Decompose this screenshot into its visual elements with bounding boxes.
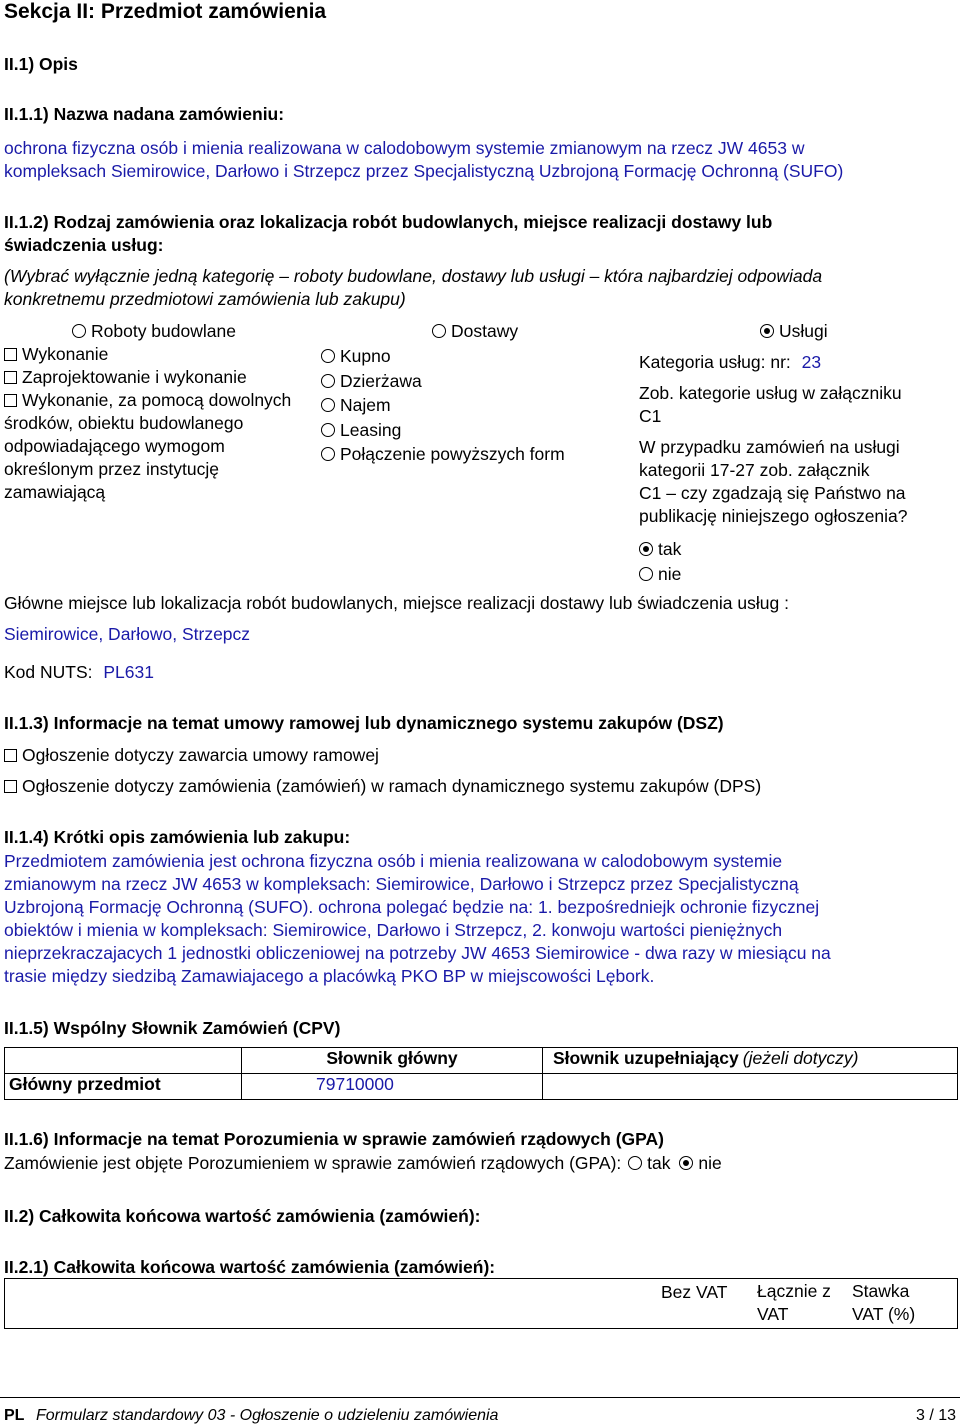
cpv-supp-header	[543, 1048, 958, 1074]
option-label: Połączenie powyższych form	[340, 444, 565, 464]
supplies-option[interactable]	[321, 369, 565, 394]
cpv-row-label: Główny przedmiot	[5, 1074, 242, 1100]
option-continuation: określonym przez instytucję	[4, 459, 219, 479]
footer-page-number: 3 / 13	[915, 1407, 956, 1424]
question-line: kategorii 17-27 zob. załącznik	[639, 460, 870, 480]
col-line: Łącznie z	[757, 1281, 831, 1301]
location-label: Główne miejsce lub lokalizacja robót budowlanych, miejsce realizacji dostawy lub świadczenia usług :	[4, 593, 789, 613]
contract-name-line: ochrona fizyczna osób i mienia realizowana w calodobowym systemie zmianowym na rzecz JW 4653 w	[4, 138, 805, 158]
annex-line: Zob. kategorie usług w załączniku	[639, 383, 902, 403]
contract-name	[4, 137, 843, 183]
radio-empty-icon	[432, 324, 446, 338]
publication-answer	[639, 537, 681, 586]
question-line: C1 – czy zgadzają się Państwo na	[639, 483, 906, 503]
heading-ii-1-2	[4, 211, 772, 257]
radio-publication-yes[interactable]	[639, 537, 681, 562]
publication-question	[639, 436, 908, 528]
radio-empty-icon	[628, 1156, 642, 1170]
supplies-option[interactable]	[321, 442, 565, 467]
radio-services[interactable]	[760, 321, 828, 342]
checkbox-icon	[4, 348, 17, 361]
radio-selected-icon	[679, 1156, 693, 1170]
short-description	[4, 850, 831, 988]
works-option[interactable]	[4, 366, 291, 389]
description-line: Przedmiotem zamówienia jest ochrona fizyczna osób i mienia realizowana w calodobowym systemie	[4, 851, 783, 871]
radio-label: tak	[658, 539, 682, 559]
option-label: Zaprojektowanie i wykonanie	[22, 367, 247, 387]
question-line: publikację niniejszego ogłoszenia?	[639, 506, 908, 526]
heading-line: świadczenia usług:	[4, 235, 164, 255]
value-col-net: Bez VAT	[661, 1282, 728, 1302]
option-label: Najem	[340, 395, 391, 415]
option-continuation: zamawiającą	[4, 482, 106, 502]
gpa-row	[4, 1153, 722, 1174]
radio-label: Usługi	[779, 321, 828, 341]
note-line: (Wybrać wyłącznie jedną kategorię – roboty budowlane, dostawy lub usługi – która najbardziej odpowiada	[4, 266, 823, 286]
radio-label: tak	[647, 1153, 671, 1173]
cpv-row-supp	[543, 1074, 958, 1100]
checkbox-icon	[4, 749, 17, 762]
heading-ii-2-1: II.2.1) Całkowita końcowa wartość zamówienia (zamówień):	[4, 1257, 496, 1277]
checkbox-icon	[4, 780, 17, 793]
annex-note	[639, 382, 902, 428]
radio-empty-icon	[321, 423, 335, 437]
heading-ii-1-1: II.1.1) Nazwa nadana zamówieniu:	[4, 104, 285, 124]
works-option[interactable]	[4, 389, 291, 412]
framework-option[interactable]	[4, 745, 379, 766]
heading-ii-1-5: II.1.5) Wspólny Słownik Zamówień (CPV)	[4, 1018, 341, 1038]
value-col-vat-rate	[852, 1280, 915, 1326]
supplies-option[interactable]	[321, 418, 565, 443]
option-label: Ogłoszenie dotyczy zawarcia umowy ramowej	[22, 745, 379, 765]
heading-ii-1-6: II.1.6) Informacje na temat Porozumienia w sprawie zamówień rządowych (GPA)	[4, 1129, 664, 1149]
nuts-value: PL631	[103, 662, 154, 682]
cpv-empty-header	[5, 1048, 242, 1074]
gpa-text: Zamówienie jest objęte Porozumieniem w sprawie zamówień rządowych (GPA):	[4, 1153, 622, 1173]
value-col-gross	[757, 1280, 831, 1326]
radio-publication-no[interactable]	[639, 562, 681, 587]
annex-line: C1	[639, 406, 662, 426]
radio-label: nie	[698, 1153, 722, 1173]
footer-divider	[0, 1397, 960, 1398]
col-line: VAT	[757, 1304, 789, 1324]
contract-name-line: kompleksach Siemirowice, Darłowo i Strzepcz przez Specjalistyczną Uzbrojoną Formację Ochronną (SUFO)	[4, 161, 844, 181]
radio-label: Dostawy	[451, 321, 519, 341]
radio-empty-icon	[72, 324, 86, 338]
heading-ii-1-4: II.1.4) Krótki opis zamówienia lub zakupu:	[4, 827, 351, 847]
question-line: W przypadku zamówień na usługi	[639, 437, 900, 457]
radio-gpa-yes[interactable]	[628, 1153, 670, 1173]
service-category	[639, 352, 821, 373]
radio-label: nie	[658, 563, 682, 584]
section-title: Sekcja II: Przedmiot zamówienia	[4, 0, 327, 23]
footer-form-name: Formularz standardowy 03 - Ogłoszenie o udzieleniu zamówienia	[36, 1407, 499, 1424]
option-continuation: odpowiadającego wymogom	[4, 436, 225, 456]
option-label: Ogłoszenie dotyczy zamówienia (zamówień) w ramach dynamicznego systemu zakupów (DPS)	[22, 776, 762, 796]
cpv-supp-note: (jeżeli dotyczy)	[742, 1048, 859, 1068]
works-options	[4, 343, 291, 504]
cpv-main-header: Słownik główny	[242, 1048, 543, 1074]
nuts-code	[4, 662, 154, 683]
col-line: VAT (%)	[852, 1304, 916, 1324]
radio-works[interactable]	[72, 321, 236, 342]
category-note	[4, 265, 822, 311]
heading-line: II.1.2) Rodzaj zamówienia oraz lokalizacja robót budowlanych, miejsce realizacji dostawy lub	[4, 212, 773, 232]
radio-empty-icon	[639, 567, 653, 581]
option-label: Leasing	[340, 419, 402, 440]
checkbox-icon	[4, 394, 17, 407]
option-label: Wykonanie, za pomocą dowolnych	[22, 390, 292, 410]
location-value: Siemirowice, Darłowo, Strzepcz	[4, 624, 251, 644]
radio-empty-icon	[321, 349, 335, 363]
supplies-option[interactable]	[321, 344, 565, 369]
supplies-options	[321, 344, 565, 467]
cpv-table	[4, 1047, 958, 1100]
description-line: nieprzekraczajacych 1 jednostki obliczeniowej na potrzeby JW 4653 Siemirowice - dwa razy w miesiącu na	[4, 943, 831, 963]
radio-selected-icon	[639, 542, 653, 556]
radio-supplies[interactable]	[432, 321, 518, 342]
option-continuation: środków, obiektu budowlanego	[4, 413, 244, 433]
radio-empty-icon	[321, 374, 335, 388]
radio-empty-icon	[321, 447, 335, 461]
radio-selected-icon	[760, 324, 774, 338]
option-label: Wykonanie	[22, 344, 109, 364]
heading-ii-1-3: II.1.3) Informacje na temat umowy ramowej lub dynamicznego systemu zakupów (DSZ)	[4, 713, 724, 733]
heading-ii-1: II.1) Opis	[4, 54, 78, 74]
cpv-row-value: 79710000	[242, 1074, 543, 1100]
cpv-supp-label: Słownik uzupełniający	[553, 1048, 739, 1068]
category-value: 23	[801, 352, 822, 372]
radio-gpa-no[interactable]	[679, 1153, 721, 1173]
description-line: obiektów i mienia w kompleksach: Siemirowice, Darłowo i Strzepcz, 2. konwoju wartości pieniężnych	[4, 920, 783, 940]
description-line: zmianowym na rzecz JW 4653 w kompleksach: Siemirowice, Darłowo i Strzepcz przez Specjalistyczną	[4, 874, 799, 894]
checkbox-icon	[4, 371, 17, 384]
category-label: Kategoria usług: nr:	[639, 352, 791, 372]
description-line: Uzbrojoną Formację Ochronną (SUFO). ochrona polegać będzie na: 1. bezpośredniejk ochronie fizycznej	[4, 897, 820, 917]
dps-option[interactable]	[4, 776, 761, 797]
description-line: trasie między siedzibą Zamawiajacego a placówką PKO BP w miejscowości Lębork.	[4, 966, 655, 986]
note-line: konkretnemu przedmiotowi zamówienia lub zakupu)	[4, 289, 406, 309]
nuts-label: Kod NUTS:	[4, 662, 93, 682]
footer-lang: PL	[4, 1407, 25, 1424]
heading-ii-2: II.2) Całkowita końcowa wartość zamówienia (zamówień):	[4, 1206, 481, 1226]
radio-empty-icon	[321, 398, 335, 412]
col-line: Stawka	[852, 1281, 910, 1301]
option-label: Kupno	[340, 346, 391, 366]
radio-label: Roboty budowlane	[91, 321, 236, 341]
option-label: Dzierżawa	[340, 370, 422, 391]
works-option[interactable]	[4, 343, 291, 366]
supplies-option[interactable]	[321, 393, 565, 418]
